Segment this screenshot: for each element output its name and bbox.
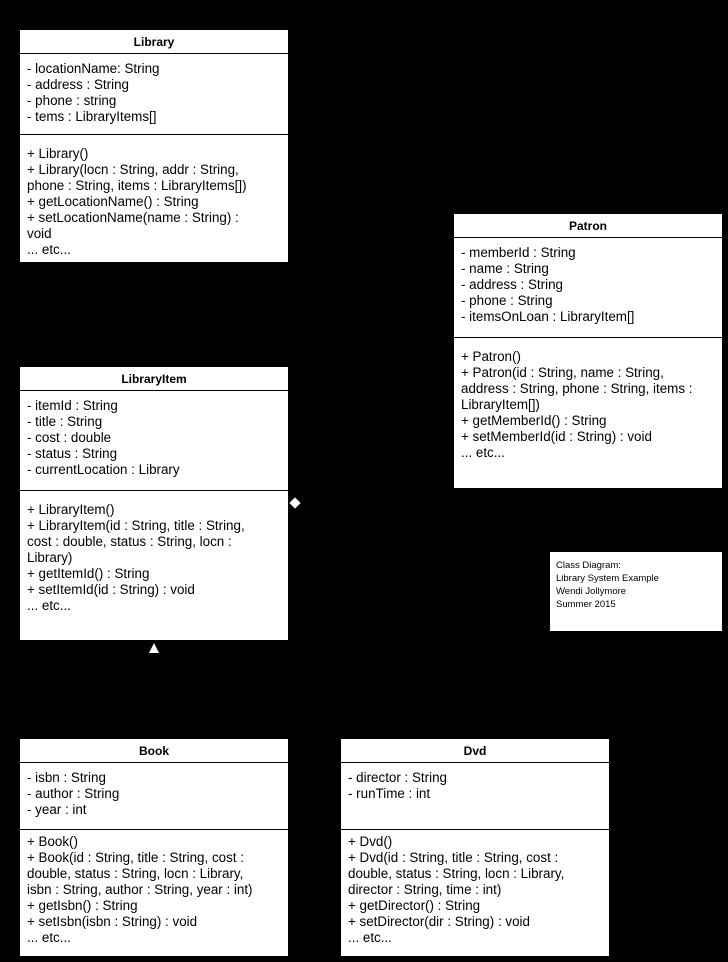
method: cost : double, status : String, locn : xyxy=(27,534,232,549)
class-name: Book xyxy=(20,739,288,763)
class-library xyxy=(20,30,288,262)
method: isbn : String, author : String, year : int) xyxy=(27,882,253,897)
method: ... etc... xyxy=(27,598,71,613)
attribute: - currentLocation : Library xyxy=(27,462,180,477)
method: + Book(id : String, title : String, cost : xyxy=(27,850,244,865)
attributes-compartment xyxy=(20,763,288,830)
method: + Library(locn : String, addr : String, xyxy=(27,162,239,177)
methods-compartment xyxy=(20,491,288,640)
method: address : String, phone : String, items : xyxy=(461,381,693,396)
attributes-compartment xyxy=(20,391,288,491)
method: ... etc... xyxy=(27,930,71,945)
method: + setItemId(id : String) : void xyxy=(27,582,195,597)
attribute: - cost : double xyxy=(27,430,112,445)
attribute: - director : String xyxy=(348,770,447,785)
attribute: - address : String xyxy=(27,77,129,92)
methods-compartment xyxy=(20,830,288,956)
method: + getIsbn() : String xyxy=(27,898,138,913)
note-line: Class Diagram: xyxy=(556,560,621,571)
method: + Patron() xyxy=(461,349,521,364)
attribute: - phone : String xyxy=(461,293,553,308)
attribute: - status : String xyxy=(27,446,118,461)
class-patron xyxy=(454,214,722,488)
note-line: Wendi Jollymore xyxy=(556,586,627,597)
method: + Dvd(id : String, title : String, cost : xyxy=(348,850,559,865)
attribute: - title : String xyxy=(27,414,103,429)
method: + getItemId() : String xyxy=(27,566,150,581)
attribute: - year : int xyxy=(27,802,87,817)
class-library-item xyxy=(20,367,288,640)
attribute: - runTime : int xyxy=(348,786,431,801)
note-line: Summer 2015 xyxy=(556,599,616,610)
generalization-triangle-arrow-icon xyxy=(149,643,159,653)
attribute: - name : String xyxy=(461,261,549,276)
method: ... etc... xyxy=(348,930,392,945)
method: + Patron(id : String, name : String, xyxy=(461,365,664,380)
method: LibraryItem[]) xyxy=(461,397,540,412)
attribute: - phone : string xyxy=(27,93,117,108)
class-dvd xyxy=(341,739,609,956)
method: + setLocationName(name : String) : xyxy=(27,210,239,225)
method: void xyxy=(27,226,52,241)
method: + setMemberId(id : String) : void xyxy=(461,429,652,444)
class-name: LibraryItem xyxy=(20,367,288,391)
method: ... etc... xyxy=(27,242,71,257)
class-name: Library xyxy=(20,30,288,54)
attribute: - memberId : String xyxy=(461,245,576,260)
attribute: - tems : LibraryItems[] xyxy=(27,109,157,124)
attributes-compartment xyxy=(454,238,722,338)
class-name: Patron xyxy=(454,214,722,238)
method: + LibraryItem(id : String, title : String, xyxy=(27,518,245,533)
attribute: - itemId : String xyxy=(27,398,118,413)
method: + getMemberId() : String xyxy=(461,413,607,428)
method: + Dvd() xyxy=(348,834,393,849)
attributes-compartment xyxy=(341,763,609,830)
method: ... etc... xyxy=(461,445,505,460)
method: double, status : String, locn : Library, xyxy=(27,866,244,881)
attribute: - itemsOnLoan : LibraryItem[] xyxy=(461,309,635,324)
attribute: - author : String xyxy=(27,786,120,801)
method: Library) xyxy=(27,550,73,565)
method: + Library() xyxy=(27,146,89,161)
methods-compartment xyxy=(454,338,722,488)
attribute: - address : String xyxy=(461,277,563,292)
method: + setIsbn(isbn : String) : void xyxy=(27,914,198,929)
attributes-compartment xyxy=(20,54,288,135)
note-line: Library System Example xyxy=(556,573,659,584)
diagram-note xyxy=(550,552,722,631)
methods-compartment xyxy=(341,830,609,956)
method: double, status : String, locn : Library, xyxy=(348,866,565,881)
methods-compartment xyxy=(20,135,288,262)
class-book xyxy=(20,739,288,956)
method: + Book() xyxy=(27,834,78,849)
method: phone : String, items : LibraryItems[]) xyxy=(27,178,247,193)
method: director : String, time : int) xyxy=(348,882,502,897)
method: + LibraryItem() xyxy=(27,502,115,517)
class-name: Dvd xyxy=(341,739,609,763)
method: + getLocationName() : String xyxy=(27,194,199,209)
attribute: - locationName: String xyxy=(27,61,160,76)
aggregation-diamond-icon xyxy=(289,497,300,508)
method: + getDirector() : String xyxy=(348,898,481,913)
method: + setDirector(dir : String) : void xyxy=(348,914,530,929)
attribute: - isbn : String xyxy=(27,770,106,785)
